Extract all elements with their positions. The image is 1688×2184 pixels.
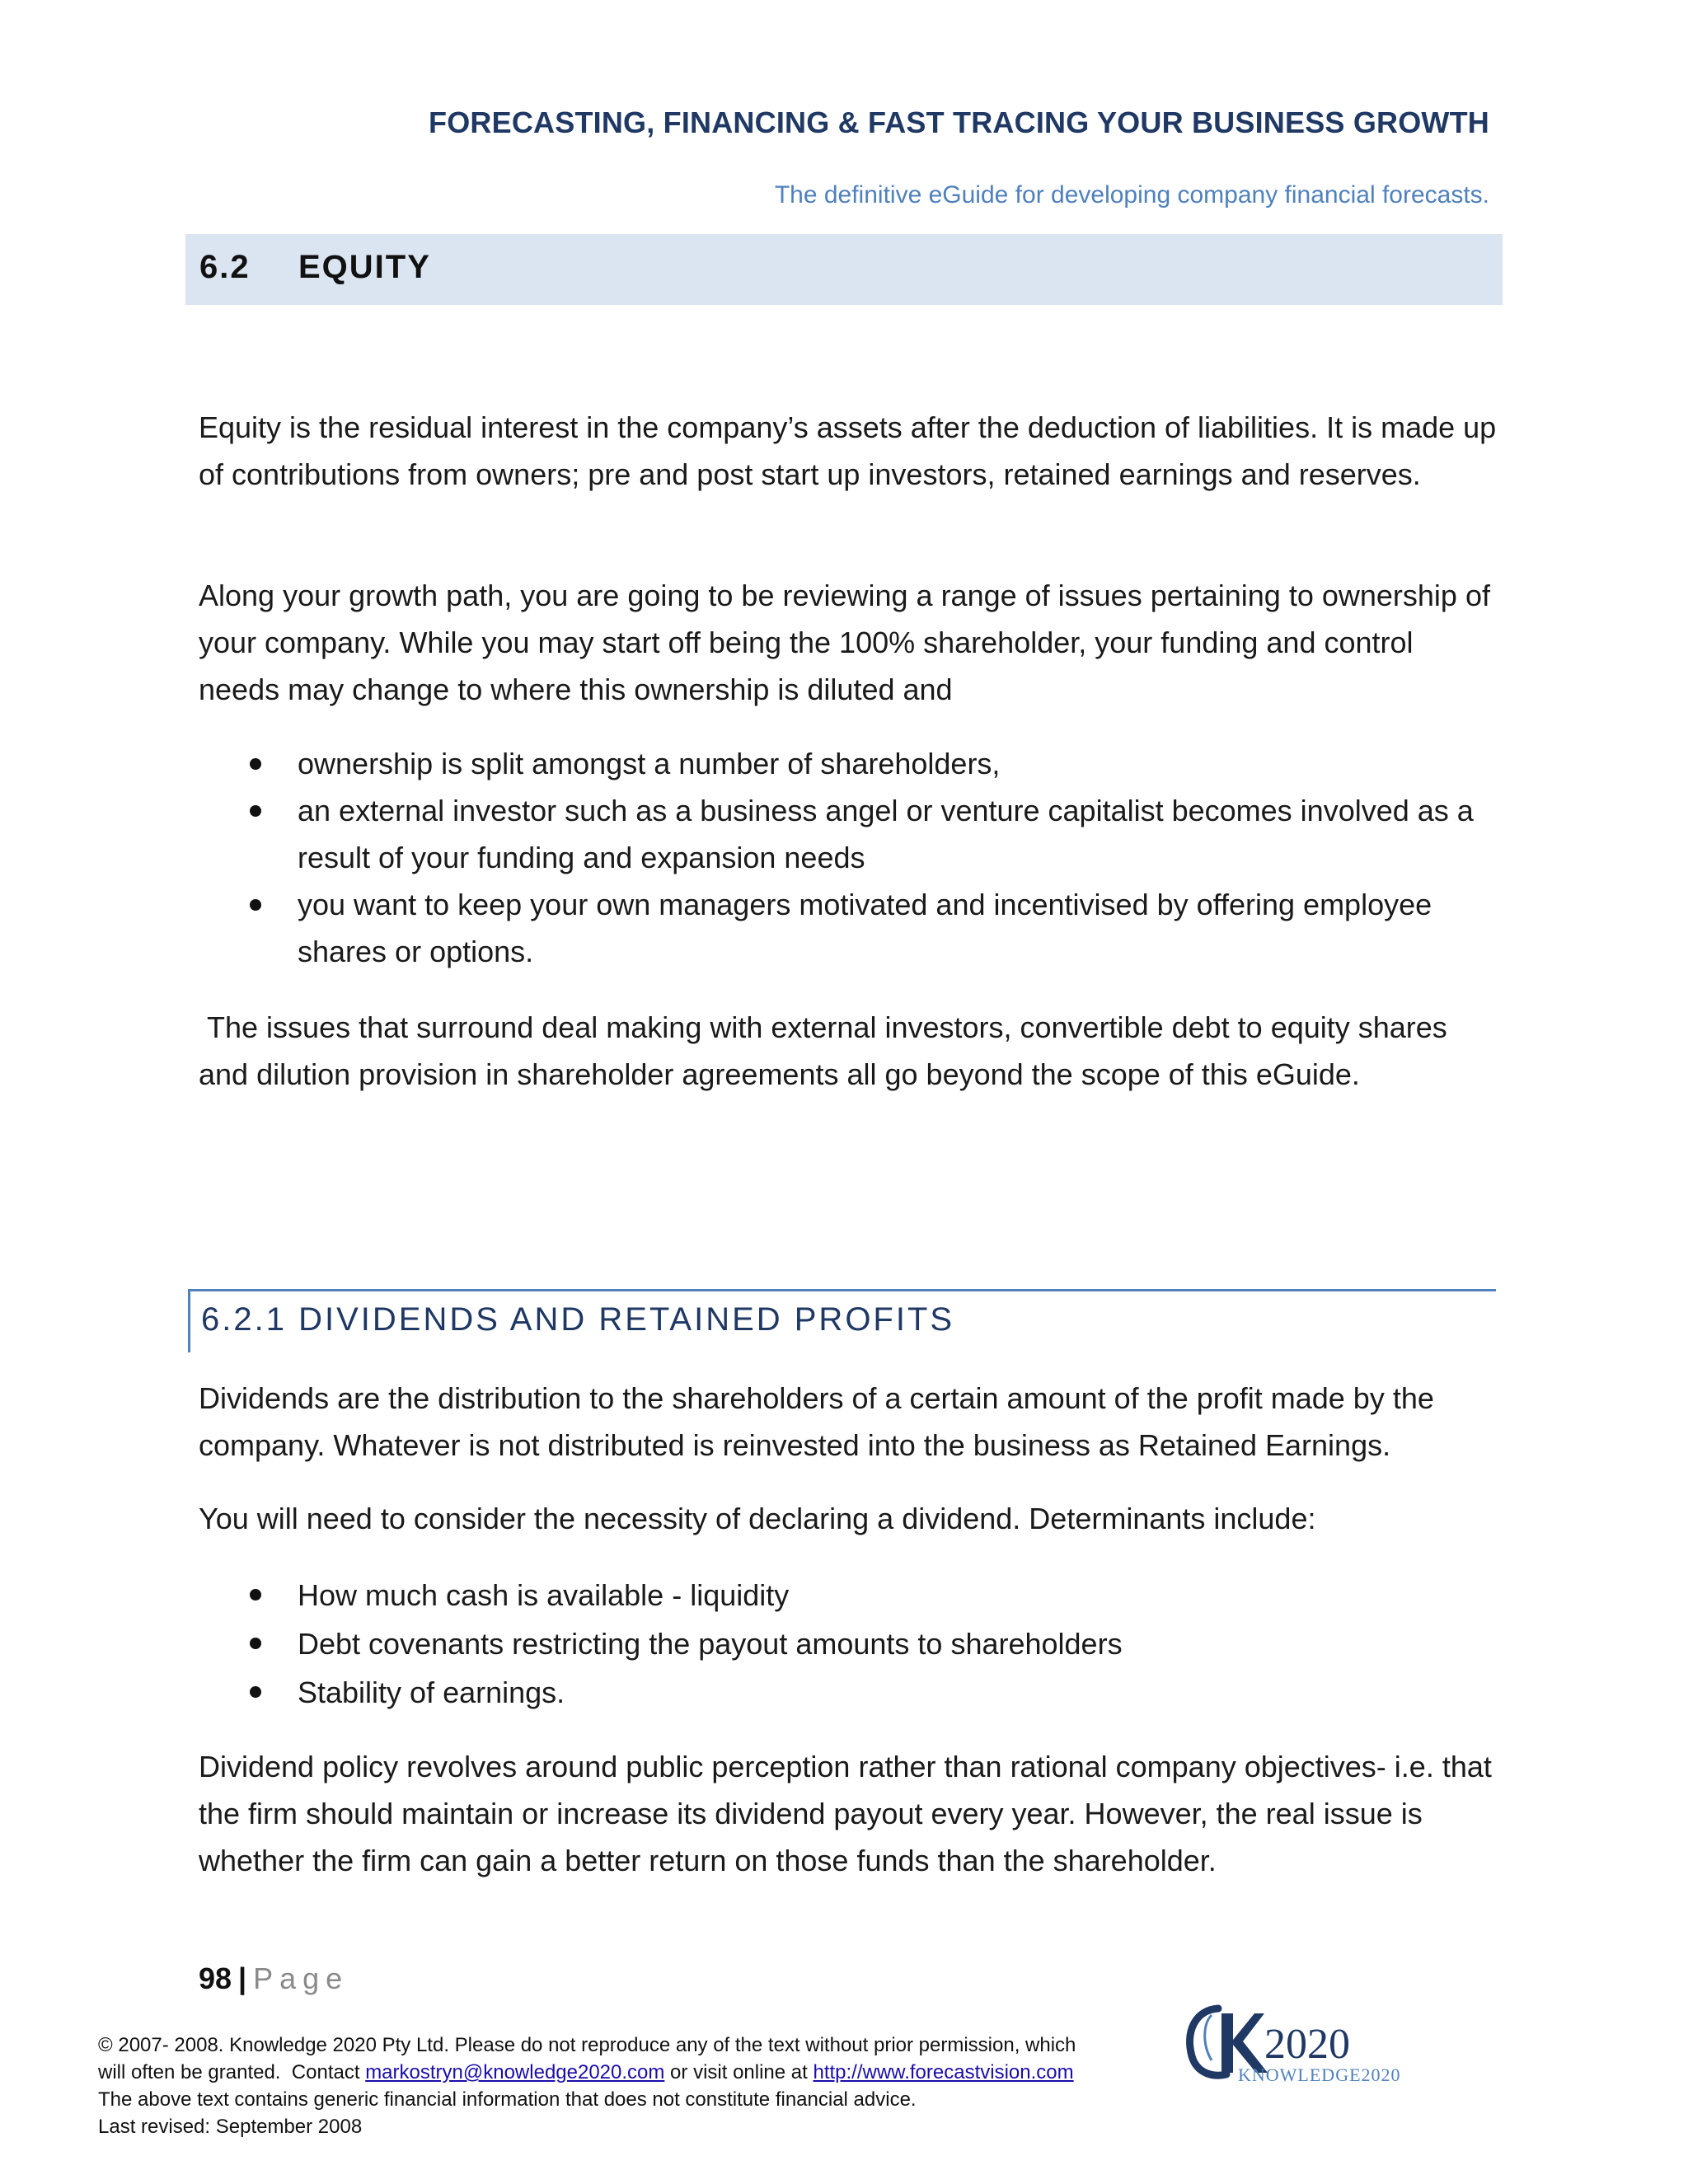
list-item: Stability of earnings. [199,1668,1501,1717]
running-header-subtitle: The definitive eGuide for developing company financial forecasts. [774,181,1489,209]
subsection-heading-frame [188,1289,1496,1352]
page-number-label: Page [253,1961,349,1995]
equity-bullet-list [199,740,1501,975]
dividends-bullet-list [199,1571,1501,1717]
bullet-icon [250,1589,261,1601]
section-heading-bar [185,234,1503,305]
list-item: an external investor such as a business angel or venture capitalist becomes involved as a result of your funding and expansion needs [199,787,1501,881]
page-number [199,1961,349,1996]
bullet-icon [250,1686,261,1698]
knowledge2020-logo [1179,1999,1426,2097]
bullet-icon [250,805,261,817]
equity-paragraph-3: The issues that surround deal making with external investors, convertible debt to equity shares and dilution provision in shareholder agreements all go beyond the scope of this eGuide. [199,1010,1456,1091]
footer-copyright: © 2007- 2008. Knowledge 2020 Pty Ltd. Please do not reproduce any of the text without prior permission, which [98,2034,1076,2056]
footer [98,2032,1170,2140]
bullet-icon [250,899,261,911]
subsection-heading: 6.2.1 DIVIDENDS AND RETAINED PROFITS [201,1301,955,1338]
dividends-paragraph-2: You will need to consider the necessity of declaring a dividend. Determinants include: [199,1502,1316,1535]
list-item: How much cash is available - liquidity [199,1571,1501,1619]
list-item: you want to keep your own managers motivated and incentivised by offering employee shares or options. [199,881,1501,975]
section-number: 6.2 [199,249,251,285]
logo-brand-text: KNOWLEDGE2020 [1238,2064,1401,2085]
dividends-paragraph-1: Dividends are the distribution to the shareholders of a certain amount of the profit made by the company. Whatever is not distributed is reinvested into the business as Retained Earnings. [199,1381,1434,1462]
list-item: Debt covenants restricting the payout amounts to shareholders [199,1619,1501,1668]
list-item: ownership is split amongst a number of shareholders, [199,740,1501,787]
equity-paragraph-1: Equity is the residual interest in the company’s assets after the deduction of liabilities. It is made up of contributions from owners; pre and post start up investors, retained earnings and reserves. [199,410,1497,491]
footer-contact-line: will often be granted. Contact markostryn@knowledge2020.com or visit online at http://www.forecastvision.com [98,2061,1074,2083]
footer-revised: Last revised: September 2008 [98,2116,363,2138]
section-title: EQUITY [298,249,431,285]
equity-paragraph-2: Along your growth path, you are going to be reviewing a range of issues pertaining to ownership of your company. While you may start off being the 100% shareholder, your funding and control needs may change to where this ownership is diluted and [199,579,1490,706]
page-number-value: 98 [199,1961,232,1995]
bullet-icon [250,758,261,770]
website-link[interactable]: http://www.forecastvision.com [813,2061,1074,2083]
bullet-icon [250,1638,261,1649]
email-link[interactable]: markostryn@knowledge2020.com [365,2061,665,2083]
logo-number-text: 2020 [1264,2021,1350,2068]
running-header-title: FORECASTING, FINANCING & FAST TRACING YOUR BUSINESS GROWTH [429,105,1489,139]
dividends-paragraph-3: Dividend policy revolves around public perception rather than rational company objectives- i.e. that the firm should maintain or increase its dividend payout every year. However, the real issue is whether the firm can gain a better return on those funds than the shareholder. [199,1750,1492,1877]
footer-disclaimer: The above text contains generic financial information that does not constitute financial advice. [98,2088,917,2111]
page-number-separator: | [238,1961,247,1995]
